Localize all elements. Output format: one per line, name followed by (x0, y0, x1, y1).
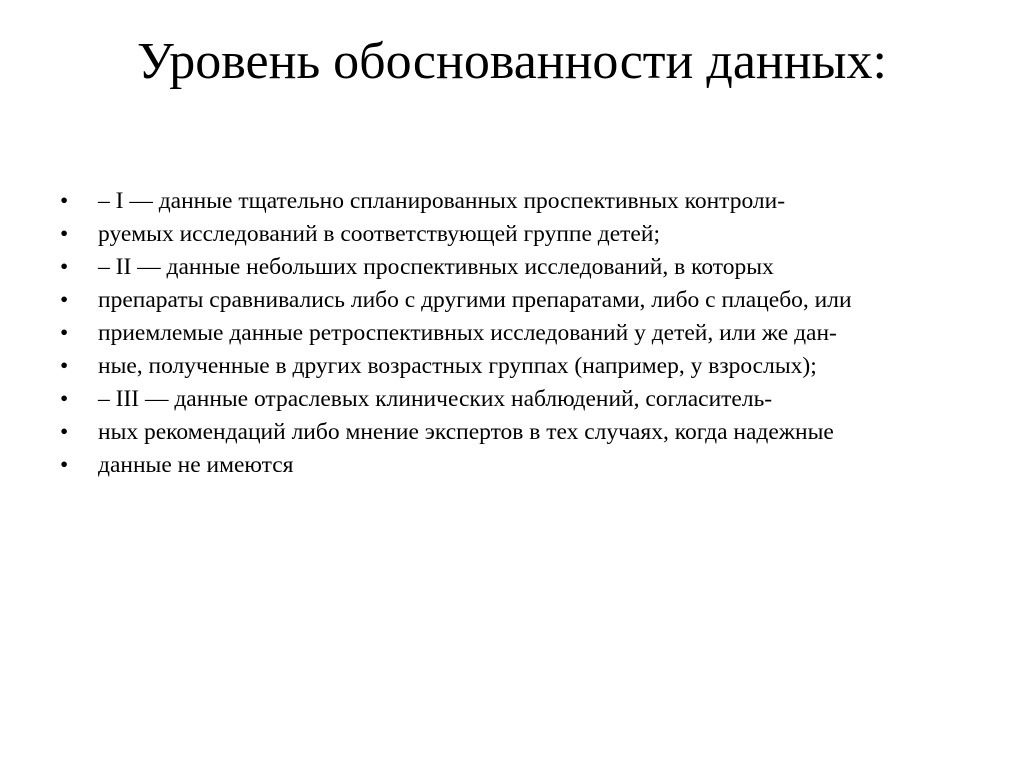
list-item-text: приемлемые данные ретроспективных исследований у детей, или же дан- (98, 320, 837, 346)
list-item-text: руемых исследований в соответствующей группе детей; (98, 221, 660, 247)
list-item (60, 419, 980, 445)
list-item (60, 353, 980, 379)
list-item (60, 221, 980, 247)
slide-title: Уровень обоснованности данных: (137, 33, 887, 90)
list-item-text: – III — данные отраслевых клинических наблюдений, согласитель- (98, 386, 773, 412)
list-item (60, 320, 980, 346)
bullet-icon: • (60, 254, 69, 280)
list-item (60, 287, 980, 313)
list-item (60, 188, 980, 214)
bullet-icon: • (60, 320, 69, 346)
list-item (60, 386, 980, 412)
bullet-icon: • (60, 287, 69, 313)
bullet-list (60, 188, 980, 485)
bullet-icon: • (60, 452, 69, 478)
bullet-icon: • (60, 419, 69, 445)
list-item-text: – I — данные тщательно спланированных проспективных контроли- (98, 188, 786, 214)
bullet-icon: • (60, 221, 69, 247)
list-item (60, 254, 980, 280)
list-item-text: ные, полученные в других возрастных группах (например, у взрослых); (98, 353, 817, 379)
bullet-icon: • (60, 353, 69, 379)
list-item-text: данные не имеются (98, 452, 294, 478)
list-item-text: ных рекомендаций либо мнение экспертов в тех случаях, когда надежные (98, 419, 834, 445)
list-item-text: – II — данные небольших проспективных исследований, в которых (98, 254, 774, 280)
bullet-icon: • (60, 188, 69, 214)
bullet-icon: • (60, 386, 69, 412)
list-item (60, 452, 980, 478)
list-item-text: препараты сравнивались либо с другими препаратами, либо с плацебо, или (98, 287, 852, 313)
